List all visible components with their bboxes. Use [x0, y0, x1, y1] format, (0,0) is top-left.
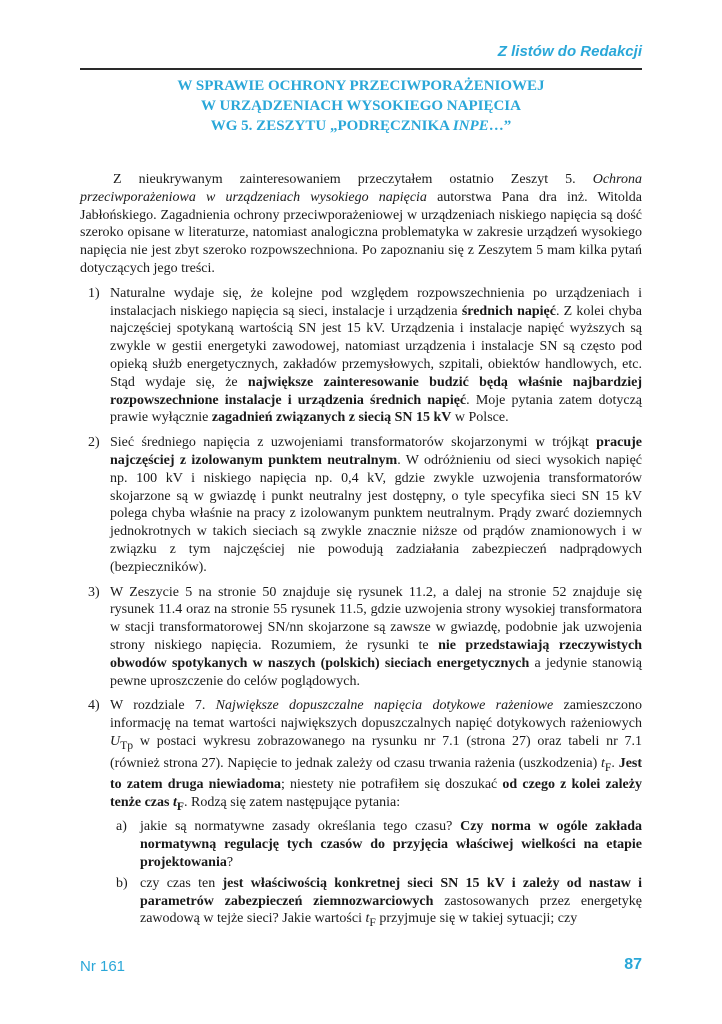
item-text: . Moje pytania zatem dotyczą prawie wyłącznie	[110, 392, 642, 426]
header-rule	[80, 68, 642, 70]
sub-letter: b)	[116, 875, 128, 891]
intro-paragraph	[80, 171, 642, 278]
list-item-4	[80, 697, 642, 932]
symbol-t: t	[365, 911, 370, 927]
article-title	[80, 76, 642, 136]
item-bold: zagadnień związanych z siecią SN 15 kV	[211, 410, 452, 426]
list-number: 1)	[88, 285, 100, 301]
sub-item-b	[110, 875, 642, 932]
item-bold: od czego z kolei zależy tenże czas	[110, 777, 642, 810]
item-text: czy czas ten	[140, 875, 223, 891]
symbol-subscript: F	[369, 916, 376, 930]
list-number: 3)	[88, 584, 100, 600]
item-text: ?	[226, 855, 234, 871]
list-number: 4)	[88, 698, 100, 714]
item-text: . Z kolei chyba najczęściej spotykaną wartością SN jest 15 kV. Urządzenia i instalacje napięć wyższych są zwykle w gestii energetyki zawodowej, natomiast urządzenia i instalacje SN są często pod opieką służb energetycznych, zakładów przemysłowych, szpitali, obiektów handlowych, etc. Stąd wydaje się, że	[110, 303, 643, 390]
item-text: . Rodzą się zatem następujące pytania:	[183, 794, 401, 810]
item-bold: Czy norma w ogóle zakłada normatywną regulację tych czasów do przyjęcia właściwej wielkości na etapie projektowania	[140, 819, 642, 871]
title-line-3-text: WG 5. ZESZYTU „PODRĘCZNIKA	[210, 118, 453, 134]
page-number: 87	[624, 956, 642, 973]
item-text: W Zeszycie 5 na stronie 50 znajduje się rysunek 11.2, a dalej na stronie 52 znajduje się rysunek 11.4 oraz na stronie 55 rysunek 11.5, gdzie uzwojenia strony wysokiej transformatora w stacji transformatorowej SN/nn skojarzone są zawsze w gwiazdę, podobnie jak uzwojenia strony niskiego napięcia. Rozumiem, że rysunki te	[110, 584, 642, 653]
sub-letter: a)	[116, 819, 127, 835]
item-text: . W odróżnieniu od sieci wysokich napięć np. 100 kV i niskiego napięcia np. 0,4 kV, gdzie zwykle uzwojenia transformatorów skojarzone są w gwiazdę i punkt neutralny jest dostępny, o tyle specyfika sieci SN 15 kV polega chyba właśnie na pracy z izolowanym punktem neutralnym. Prądy zwarć doziemnych jednokrotnych w takich sieciach są zwykle znacznie niższe od prądów znamionowych i w związku z tym najczęściej nie powodują zadziałania zabezpieczeń nadprądowych (bezpieczników).	[110, 452, 643, 575]
item-bold: największe zainteresowanie budzić będą właśnie najbardziej rozpowszechnione instalacje i urządzenia średnich napięć	[110, 374, 643, 408]
item-text: .	[611, 755, 619, 771]
intro-text-rest: autorstwa Pana dra inż. Witolda Jabłońskiego. Zagadnienia ochrony przeciwporażeniowej w urządzeniach niskiego napięcia są dość szeroko opisane w literaturze, natomiast analogiczna problematyka w zakresie urządzeń wysokiego napięcia nie jest zbyt szeroko rozpowszechniona. Po zapoznaniu się z Zeszytem 5 mam kilka pytań dotyczących jego treści.	[80, 189, 642, 276]
symbol-u: U	[110, 733, 121, 749]
symbol-subscript: Tp	[120, 738, 134, 752]
chapter-title: Największe dopuszczalne napięcia dotykowe rażeniowe	[215, 698, 554, 714]
section-label: Z listów do Redakcji	[497, 43, 642, 60]
issue-number: Nr 161	[80, 958, 126, 975]
item-bold: jest właściwością konkretnej sieci SN 15 kV i zależy od nastaw i parametrów zabezpieczeń ziemnozwarciowych	[140, 875, 642, 909]
item-text: Naturalne wydaje się, że kolejne pod względem rozpowszechnienia po urządzeniach i instalacjach niskiego napięcia są sieci, instalacje i urządzenia	[110, 285, 642, 319]
item-text: w Polsce.	[451, 410, 509, 426]
title-inpe: INPE	[452, 118, 489, 134]
item-text: ; niestety nie potrafiłem się doszukać	[281, 777, 503, 793]
symbol-t: t	[172, 794, 177, 810]
title-line-3	[80, 116, 642, 136]
list-item-1	[80, 285, 642, 427]
item-bold: Jest to zatem druga niewiadoma	[110, 755, 643, 793]
item-bold: średnich napięć	[461, 303, 556, 319]
list-item-3	[80, 584, 642, 691]
title-line-3-end: …”	[488, 118, 512, 134]
item-text: W rozdziale 7.	[110, 698, 216, 714]
symbol-subscript: F	[604, 760, 612, 774]
item-text: a jedynie stanowią pewne uproszczenie do celów poglądowych.	[110, 655, 642, 689]
list-number: 2)	[88, 435, 100, 451]
title-line-1: W SPRAWIE OCHRONY PRZECIWPORAŻENIOWEJ	[177, 78, 545, 94]
title-line-2: W URZĄDZENIACH WYSOKIEGO NAPIĘCIA	[201, 98, 521, 114]
item-text: Sieć średniego napięcia z uzwojeniami transformatorów skojarzonymi w trójkąt	[110, 435, 597, 451]
symbol-subscript: F	[176, 799, 184, 813]
list-item-2	[80, 434, 642, 576]
article-body	[80, 171, 642, 932]
item-text: zastosowanych przez energetykę zawodową w tejże sieci? Jakie wartości	[140, 893, 642, 927]
sub-item-a	[110, 818, 642, 871]
item-text: w postaci wykresu zobrazowanego na rysunku nr 7.1 (strona 27) oraz tabeli nr 7.1 (również strona 27). Napięcie to jednak zależy od czasu trwania rażenia (uszkodzenia)	[110, 733, 642, 771]
item-text: jakie są normatywne zasady określania tego czasu?	[140, 819, 461, 835]
symbol-t: t	[601, 755, 605, 771]
item-text: zamieszczono informację na temat wartości największych dopuszczalnych napięć dotykowych rażeniowych	[110, 698, 642, 732]
item-text: przyjmuje się w takiej sytuacji; czy	[375, 911, 578, 927]
item-bold: pracuje najczęściej z izolowanym punktem neutralnym	[110, 435, 642, 468]
item-bold: nie przedstawiają rzeczywistych obwodów spotykanych w naszych (polskich) sieciach energetycznych	[110, 637, 642, 671]
intro-book-title: Ochrona przeciwporażeniowa w urządzeniach wysokiego napięcia	[80, 172, 642, 205]
intro-text: Z nieukrywanym zainteresowaniem przeczytałem ostatnio Zeszyt 5.	[113, 172, 593, 187]
